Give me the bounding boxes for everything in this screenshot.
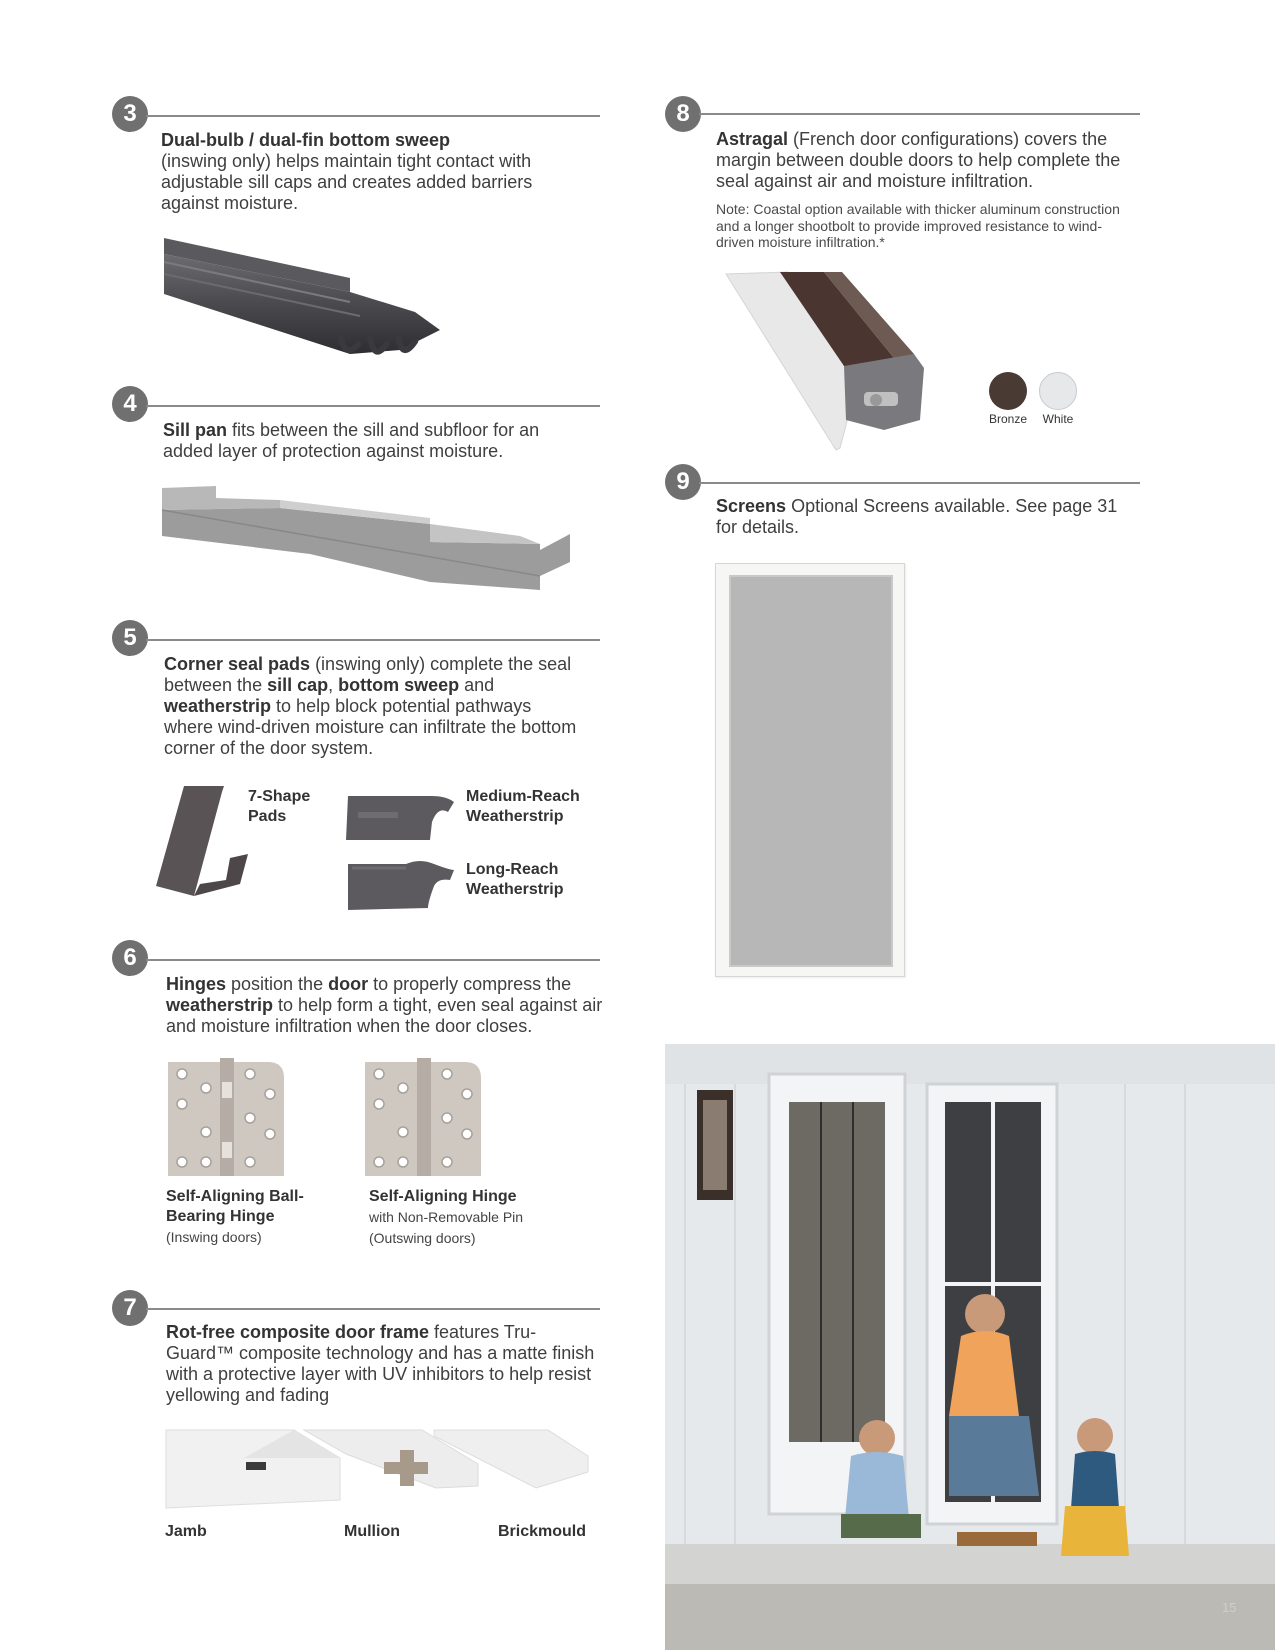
item-8-note: Note: Coastal option available with thicker aluminum construction and a longer shootbolt to provide improved resistance to wind-driven moisture infiltration.* (716, 201, 1120, 250)
bottom-sweep-image (160, 232, 440, 367)
item-9-text (716, 496, 1136, 538)
medium-weatherstrip-image (346, 790, 458, 842)
item-3-title: Dual-bulb / dual-fin bottom sweep (161, 130, 450, 150)
item-6-bold-2: weatherstrip (166, 995, 274, 1015)
swatch-bronze (989, 372, 1027, 410)
item-6-body-2: to properly compress the (368, 974, 572, 994)
item-8-rule (699, 113, 1140, 115)
item-6-rule (146, 959, 600, 961)
caption-pads: 7-Shape Pads (248, 788, 311, 825)
item-5-text (164, 654, 584, 759)
hinge-2-sub2: (Outswing doors) (369, 1230, 476, 1246)
item-7-text (166, 1322, 596, 1406)
item-9-title: Screens (716, 496, 787, 516)
swatch-white (1039, 372, 1077, 410)
item-9-rule (699, 482, 1140, 484)
seal-pad-image (154, 784, 254, 904)
item-5-bold-3: weatherstrip (164, 696, 272, 716)
item-6-bold-1: door (328, 974, 369, 994)
item-9-body: Optional Screens available. See page 31 for details. (716, 496, 1118, 537)
item-3-body: (inswing only) helps maintain tight contact with adjustable sill caps and creates added barriers against moisture. (161, 151, 533, 213)
porch-photo (665, 1044, 1275, 1650)
item-5-body-1: (inswing only) complete the seal between the (164, 654, 572, 695)
item-4-text (163, 420, 583, 462)
caption-jamb: Jamb (165, 1523, 207, 1540)
item-4-rule (146, 405, 600, 407)
item-4-body: fits between the sill and subfloor for an added layer of protection against moisture. (163, 420, 540, 461)
item-3-rule (146, 115, 600, 117)
caption-mullion: Mullion (344, 1523, 400, 1540)
hinge-1-sub: (Inswing doors) (166, 1229, 262, 1245)
caption-long-reach: Long-Reach Weatherstrip (466, 861, 564, 898)
item-5-body-2: , (328, 675, 339, 695)
item-6-text (166, 974, 606, 1037)
item-7-rule (146, 1308, 600, 1310)
caption-hinge-nonremovable (369, 1187, 569, 1249)
swatch-white-label: White (1042, 412, 1074, 426)
hinge-1-title: Self-Aligning Ball-Bearing Hinge (166, 1188, 304, 1225)
caption-brickmould: Brickmould (498, 1523, 587, 1540)
item-6-body-1: position the (226, 974, 329, 994)
item-8-text (716, 129, 1140, 192)
hinge-2-title: Self-Aligning Hinge (369, 1188, 517, 1205)
sill-pan-image (160, 484, 572, 596)
item-5-body-3: and (459, 675, 495, 695)
item-7-title: Rot-free composite door frame (166, 1322, 430, 1342)
hinge-nonremovable-pin-image (363, 1058, 485, 1180)
porch-scene-illustration (665, 1044, 1275, 1650)
item-7-body: features Tru-Guard™ composite technology and has a matte finish with a protective layer with UV inhibitors to help resist yellowing and fading (166, 1322, 595, 1405)
item-6-badge: 6 (112, 940, 148, 976)
screen-image (715, 563, 905, 977)
hinge-2-sub1: with Non-Removable Pin (369, 1209, 524, 1225)
screen-mesh (729, 575, 893, 967)
item-4-badge: 4 (112, 386, 148, 422)
item-6-body-3: to help form a tight, even seal against air and moisture infiltration when the door closes. (166, 995, 603, 1036)
item-8-badge: 8 (665, 96, 701, 132)
hinge-ball-bearing-image (166, 1058, 288, 1180)
item-5-bold-2: bottom sweep (338, 675, 460, 695)
astragal-image (724, 270, 944, 452)
item-5-rule (146, 639, 600, 641)
item-3-badge: 3 (112, 96, 148, 132)
item-9-badge: 9 (665, 464, 701, 500)
door-frame-image (164, 1428, 590, 1510)
long-weatherstrip-image (346, 858, 458, 910)
item-8-title: Astragal (716, 129, 789, 149)
page-number: 15 (1222, 1600, 1237, 1615)
item-6-title: Hinges (166, 974, 227, 994)
item-5-badge: 5 (112, 620, 148, 656)
item-5-bold-1: sill cap (267, 675, 329, 695)
item-5-body-4: to help block potential pathways where wind-driven moisture can infiltrate the bottom corner of the door system. (164, 696, 577, 758)
swatch-bronze-label: Bronze (988, 412, 1028, 426)
caption-medium-reach: Medium-Reach Weatherstrip (466, 788, 580, 825)
item-5-title: Corner seal pads (164, 654, 311, 674)
item-8-body: (French door configurations) covers the margin between double doors to help complete the seal against air and moisture infiltration. (716, 129, 1121, 191)
item-7-badge: 7 (112, 1290, 148, 1326)
item-3-text (161, 130, 581, 214)
item-4-title: Sill pan (163, 420, 228, 440)
caption-hinge-ball-bearing (166, 1187, 336, 1248)
